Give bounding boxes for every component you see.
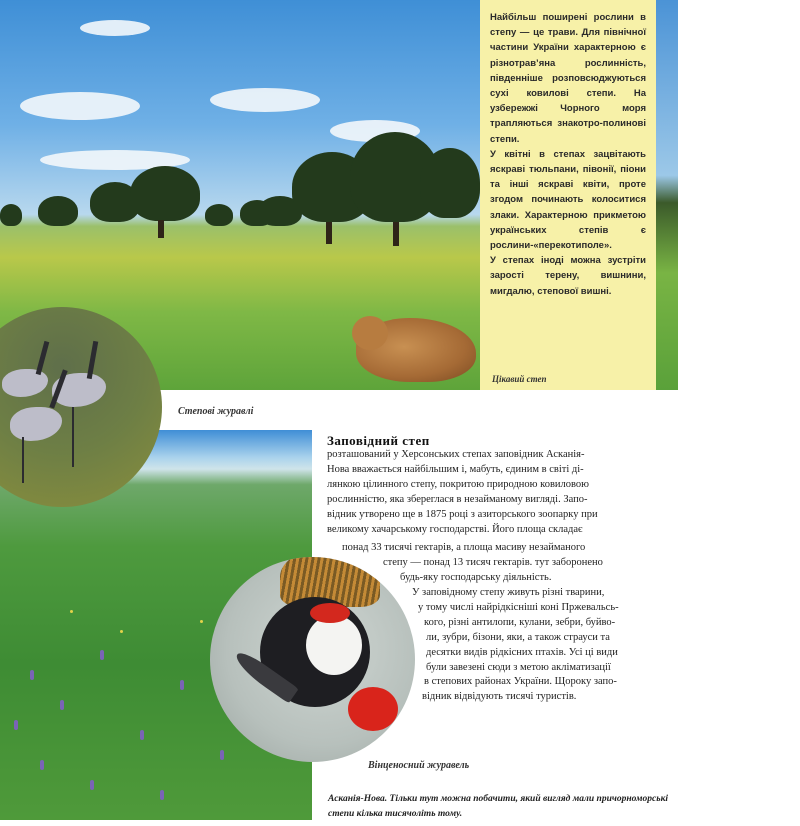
- article-line: лянкою цілинного степу, покритою природною ковиловою: [327, 478, 589, 490]
- article-body-lower: [412, 586, 673, 705]
- article-body-upper: [327, 448, 673, 537]
- cloud: [80, 20, 150, 36]
- article-body-mid3: [400, 571, 673, 586]
- article-line: У заповідному степу живуть різні тварини,: [412, 587, 605, 598]
- article-line: великому хачарському господарстві. Його площа складає: [327, 523, 583, 535]
- article-line: будь-яку господарську діяльність.: [400, 572, 552, 583]
- article-line: були завезені сюди з метою акліматизації: [426, 661, 611, 673]
- cranes-caption: Степові журавлі: [178, 406, 254, 417]
- sidebar-paragraph: Найбільш поширені рослини в степу — це трави. Для північної частини України характерною є різнотрав’яна рослинність, південніше розповсюджуються сухі ковилові степи. На узбережжі Чорного моря трапляються знакотро-полинові степи.: [490, 12, 646, 145]
- article-line: десятки видів рідкісних птахів. Усі ці види: [426, 646, 618, 658]
- article-line: Нова вважається найбільшим і, мабуть, єдиним в світі ді-: [327, 463, 584, 475]
- crowned-crane-caption: Вінценосний журавель: [368, 760, 470, 771]
- crowned-crane-photo: [210, 557, 415, 762]
- photo-edge: [656, 0, 678, 390]
- crane-cheek: [306, 615, 362, 675]
- crane-red-patch: [310, 603, 350, 623]
- bottom-caption: Асканія-Нова. Тільки тут можна побачити, який вигляд мали причорноморські степи кілька тисячоліть тому.: [328, 794, 669, 819]
- cloud: [20, 92, 140, 120]
- ground-squirrel-head: [352, 316, 388, 350]
- article-title: Заповідний степ: [327, 433, 430, 448]
- article-line: відник утворено ще в 1875 році з азиторського зоопарку при: [327, 508, 598, 520]
- article-line: рослинністю, яка збереглася в незайманому вигляді. Запо-: [327, 493, 588, 505]
- article-line: в степових районах України. Щороку запо-: [424, 676, 617, 688]
- sidebar-caption: Цікавий степ: [492, 374, 547, 384]
- article-line: кого, різні антилопи, кулани, зебри, буйво-: [424, 616, 616, 628]
- article-body-mid: [342, 541, 673, 556]
- sidebar-paragraph: У степах іноді можна зустріти зарості терену, вишнини, мигдалю, степової вишні.: [490, 255, 646, 297]
- article-body-mid2: [383, 556, 673, 571]
- article-line: відник відвідують тисячі туристів.: [422, 691, 577, 703]
- sidebar-paragraph: У квітні в степах зацвітають яскраві тюльпани, півонії, піони та інші яскраві квіти, проте згодом починають колоситися злаки. Характерною прикметою українських степів є рослини-«перекотиполе».: [490, 148, 646, 252]
- article-line: степу — понад 13 тисяч гектарів. тут заборонено: [383, 557, 603, 568]
- article-line: понад 33 тисячі гектарів, а площа масиву незайманого: [342, 542, 586, 553]
- crane-wattle: [348, 687, 398, 731]
- sidebar-textbox: [480, 0, 656, 390]
- article-line: ли, зубри, бізони, яки, а також страуси та: [426, 631, 610, 643]
- article-line: у тому числі найрідкісніші коні Пржевальсь-: [418, 601, 619, 613]
- article-line: розташований у Херсонських степах заповідник Асканія-: [327, 449, 585, 460]
- cloud: [210, 88, 320, 112]
